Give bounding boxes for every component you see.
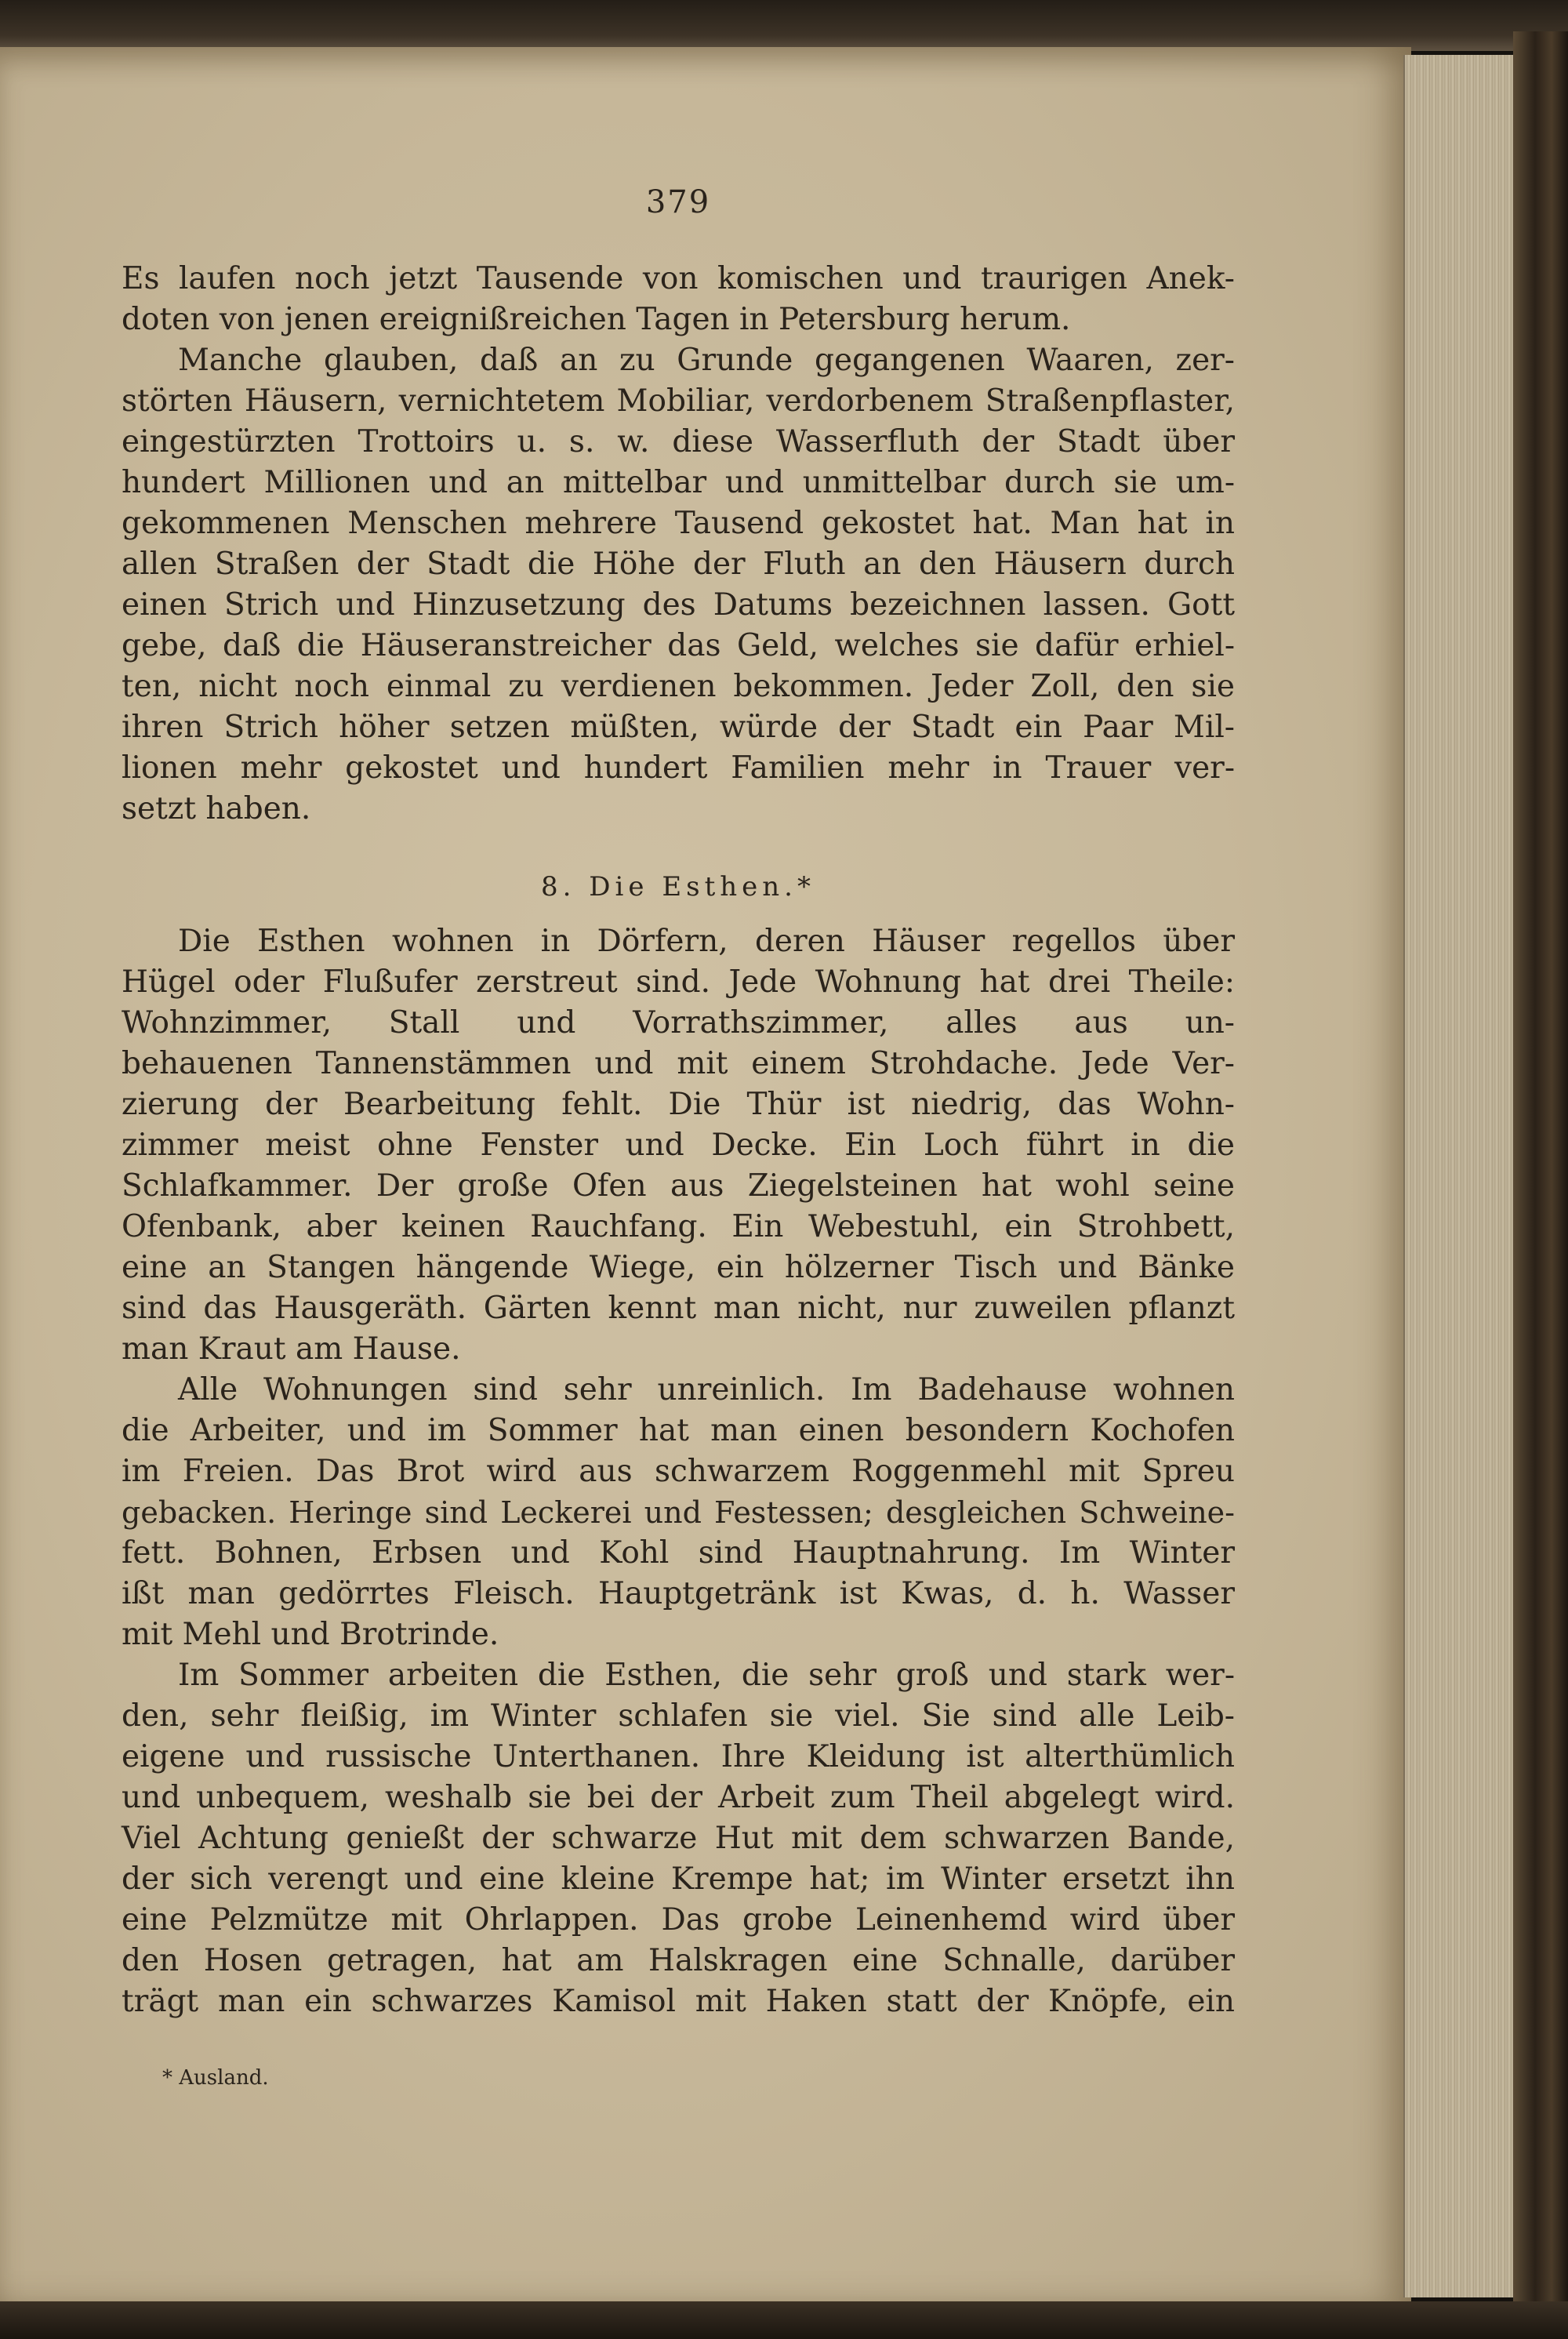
text-line: Hügel oder Flußufer zerstreut sind. Jede Wohnung hat drei Theile: bbox=[122, 964, 1235, 1000]
text-line: der sich verengt und eine kleine Krempe hat; im Winter ersetzt ihn bbox=[122, 1861, 1235, 1897]
bottom-edge bbox=[0, 2301, 1568, 2339]
text-line: fett. Bohnen, Erbsen und Kohl sind Hauptnahrung. Im Winter bbox=[122, 1535, 1235, 1571]
text-line: Es laufen noch jetzt Tausende von komischen und traurigen Anek- bbox=[122, 261, 1235, 296]
text-line: lionen mehr gekostet und hundert Familien mehr in Trauer ver- bbox=[122, 750, 1235, 786]
text-line: und unbequem, weshalb sie bei der Arbeit zum Theil abgelegt wird. bbox=[122, 1780, 1235, 1815]
text-line: Alle Wohnungen sind sehr unreinlich. Im Badehause wohnen bbox=[178, 1372, 1235, 1407]
footnote: * Ausland. bbox=[162, 2066, 269, 2090]
text-line: allen Straßen der Stadt die Höhe der Fluth an den Häusern durch bbox=[122, 547, 1235, 582]
page-number: 379 bbox=[645, 184, 711, 220]
text-line: ten, nicht noch einmal zu verdienen bekommen. Jeder Zoll, den sie bbox=[122, 669, 1235, 704]
text-line: Ofenbank, aber keinen Rauchfang. Ein Webestuhl, ein Strohbett, bbox=[122, 1209, 1235, 1244]
text-line: behauenen Tannenstämmen und mit einem Strohdache. Jede Ver- bbox=[122, 1046, 1235, 1081]
text-line: im Freien. Das Brot wird aus schwarzem Roggenmehl mit Spreu bbox=[122, 1454, 1235, 1489]
text-line: Manche glauben, daß an zu Grunde gegangenen Waaren, zer- bbox=[178, 343, 1235, 378]
text-line: hundert Millionen und an mittelbar und unmittelbar durch sie um- bbox=[122, 465, 1235, 500]
section-heading: 8. Die Esthen.* bbox=[541, 871, 815, 903]
book-cover-edge bbox=[1513, 31, 1568, 2339]
text-line: zierung der Bearbeitung fehlt. Die Thür ist niedrig, das Wohn- bbox=[122, 1087, 1235, 1122]
text-line: eingestürzten Trottoirs u. s. w. diese Wasserfluth der Stadt über bbox=[122, 424, 1235, 459]
text-line: eine an Stangen hängende Wiege, ein hölzerner Tisch und Bänke bbox=[122, 1250, 1235, 1285]
text-line: Viel Achtung genießt der schwarze Hut mit dem schwarzen Bande, bbox=[122, 1821, 1235, 1856]
text-line: zimmer meist ohne Fenster und Decke. Ein Loch führt in die bbox=[122, 1128, 1235, 1163]
text-line: ißt man gedörrtes Fleisch. Hauptgetränk ist Kwas, d. h. Wasser bbox=[122, 1576, 1235, 1611]
text-line: eigene und russische Unterthanen. Ihre Kleidung ist alterthümlich bbox=[122, 1739, 1235, 1774]
text-line: Im Sommer arbeiten die Esthen, die sehr groß und stark wer- bbox=[178, 1658, 1235, 1693]
top-edge bbox=[0, 0, 1568, 51]
text-line: gebacken. Heringe sind Leckerei und Festessen; desgleichen Schweine- bbox=[122, 1495, 1235, 1530]
text-line: eine Pelzmütze mit Ohrlappen. Das grobe Leinenhemd wird über bbox=[122, 1902, 1235, 1938]
text-line: trägt man ein schwarzes Kamisol mit Haken statt der Knöpfe, ein bbox=[122, 1984, 1235, 2019]
text-line: Die Esthen wohnen in Dörfern, deren Häuser regellos über bbox=[178, 924, 1235, 959]
text-line: die Arbeiter, und im Sommer hat man einen besondern Kochofen bbox=[122, 1413, 1235, 1448]
text-line: setzt haben. bbox=[122, 791, 311, 826]
text-line: mit Mehl und Brotrinde. bbox=[122, 1617, 499, 1652]
text-line: ihren Strich höher setzen müßten, würde der Stadt ein Paar Mil- bbox=[122, 710, 1235, 745]
text-line: den Hosen getragen, hat am Halskragen eine Schnalle, darüber bbox=[122, 1943, 1235, 1978]
text-line: gekommenen Menschen mehrere Tausend gekostet hat. Man hat in bbox=[122, 506, 1235, 541]
text-line: sind das Hausgeräth. Gärten kennt man nicht, nur zuweilen pflanzt bbox=[122, 1291, 1235, 1326]
text-line: Schlafkammer. Der große Ofen aus Ziegelsteinen hat wohl seine bbox=[122, 1168, 1235, 1204]
text-line: einen Strich und Hinzusetzung des Datums bezeichnen lassen. Gott bbox=[122, 587, 1235, 623]
text-line: störten Häusern, vernichtetem Mobiliar, verdorbenem Straßenpflaster, bbox=[122, 383, 1235, 419]
text-line: gebe, daß die Häuseranstreicher das Geld, welches sie dafür erhiel- bbox=[122, 628, 1235, 663]
text-line: doten von jenen ereignißreichen Tagen in Petersburg herum. bbox=[122, 302, 1071, 337]
text-line: den, sehr fleißig, im Winter schlafen sie viel. Sie sind alle Leib- bbox=[122, 1698, 1235, 1734]
text-line: man Kraut am Hause. bbox=[122, 1331, 461, 1367]
text-line: Wohnzimmer, Stall und Vorrathszimmer, alles aus un- bbox=[122, 1005, 1235, 1041]
